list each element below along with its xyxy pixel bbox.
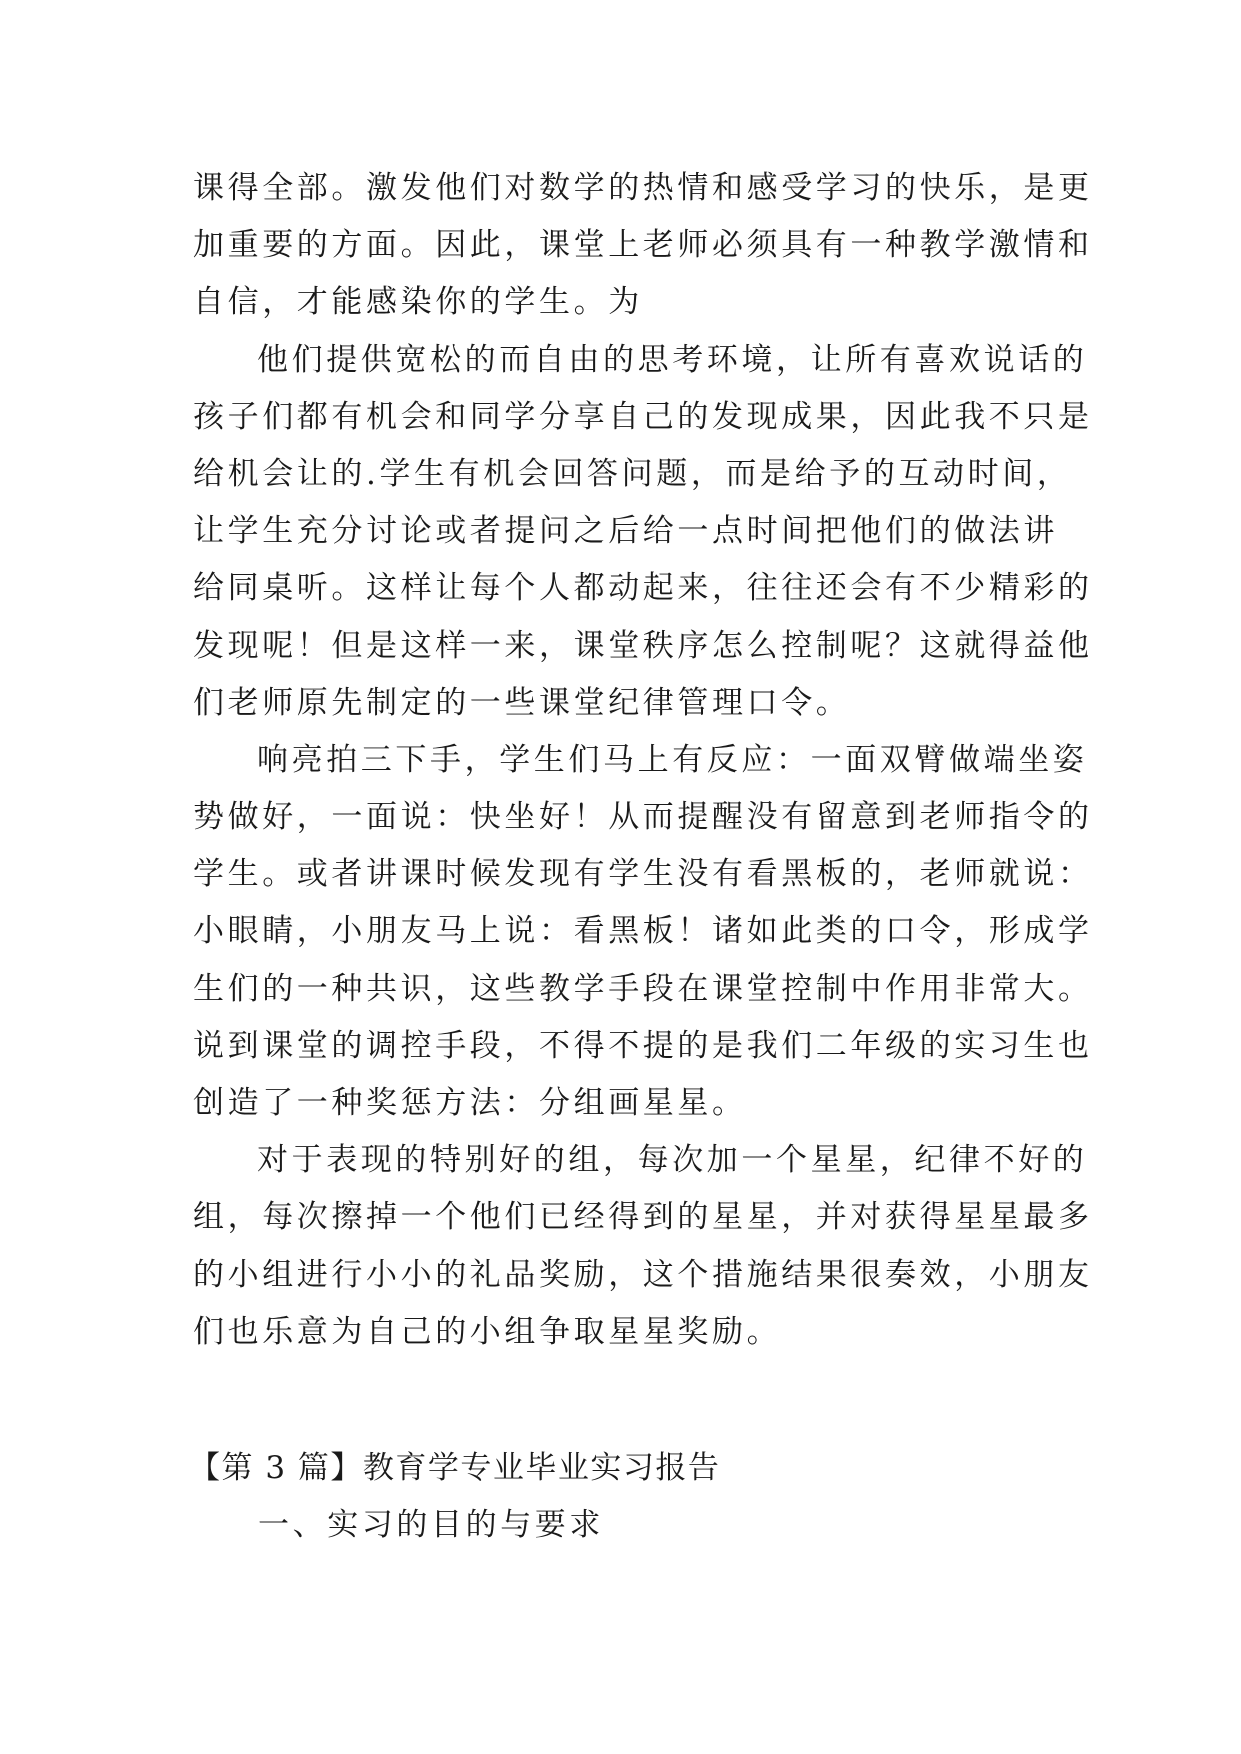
text-line: 的小组进行小小的礼品奖励，这个措施结果很奏效，小朋友 (193, 1256, 1093, 1293)
text-line: 生们的一种共识，这些教学手段在课堂控制中作用非常大。 (193, 970, 1093, 1007)
text-line: 势做好，一面说：快坐好！从而提醒没有留意到老师指令的 (193, 799, 1093, 836)
section-heading: 【第 3 篇】教育学专业毕业实习报告 (189, 1450, 721, 1486)
paragraph-start-line: 对于表现的特别好的组，每次加一个星星，纪律不好的 (257, 1142, 1088, 1179)
text-line: 们老师原先制定的一些课堂纪律管理口令。 (193, 684, 851, 721)
document-body (193, 160, 1093, 1361)
text-line: 说到课堂的调控手段，不得不提的是我们二年级的实习生也 (193, 1027, 1093, 1064)
text-line: 给同桌听。这样让每个人都动起来，往往还会有不少精彩的 (193, 570, 1093, 607)
text-line: 让学生充分讨论或者提问之后给一点时间把他们的做法讲 (193, 513, 1058, 550)
text-line: 学生。或者讲课时候发现有学生没有看黑板的，老师就说： (193, 856, 1093, 893)
text-line: 给机会让的.学生有机会回答问题，而是给予的互动时间， (193, 455, 1072, 492)
section-subheading: 一、实习的目的与要求 (258, 1507, 604, 1543)
text-line: 们也乐意为自己的小组争取星星奖励。 (193, 1313, 782, 1350)
text-line: 发现呢！但是这样一来，课堂秩序怎么控制呢？这就得益他 (193, 627, 1093, 664)
text-line: 创造了一种奖惩方法：分组画星星。 (193, 1085, 747, 1121)
text-line: 自信，才能感染你的学生。为 (193, 284, 643, 321)
text-line: 小眼睛，小朋友马上说：看黑板！诸如此类的口令，形成学 (193, 913, 1093, 950)
paragraph-start-line: 他们提供宽松的而自由的思考环境，让所有喜欢说话的 (257, 341, 1088, 378)
paragraph-start-line: 响亮拍三下手，学生们马上有反应：一面双臂做端坐姿 (257, 741, 1088, 778)
text-line: 组，每次擦掉一个他们已经得到的星星，并对获得星星最多 (193, 1199, 1093, 1236)
text-line: 课得全部。激发他们对数学的热情和感受学习的快乐，是更 (193, 170, 1093, 206)
text-line: 孩子们都有机会和同学分享自己的发现成果，因此我不只是 (193, 398, 1093, 435)
text-line: 加重要的方面。因此，课堂上老师必须具有一种教学激情和 (193, 227, 1093, 264)
